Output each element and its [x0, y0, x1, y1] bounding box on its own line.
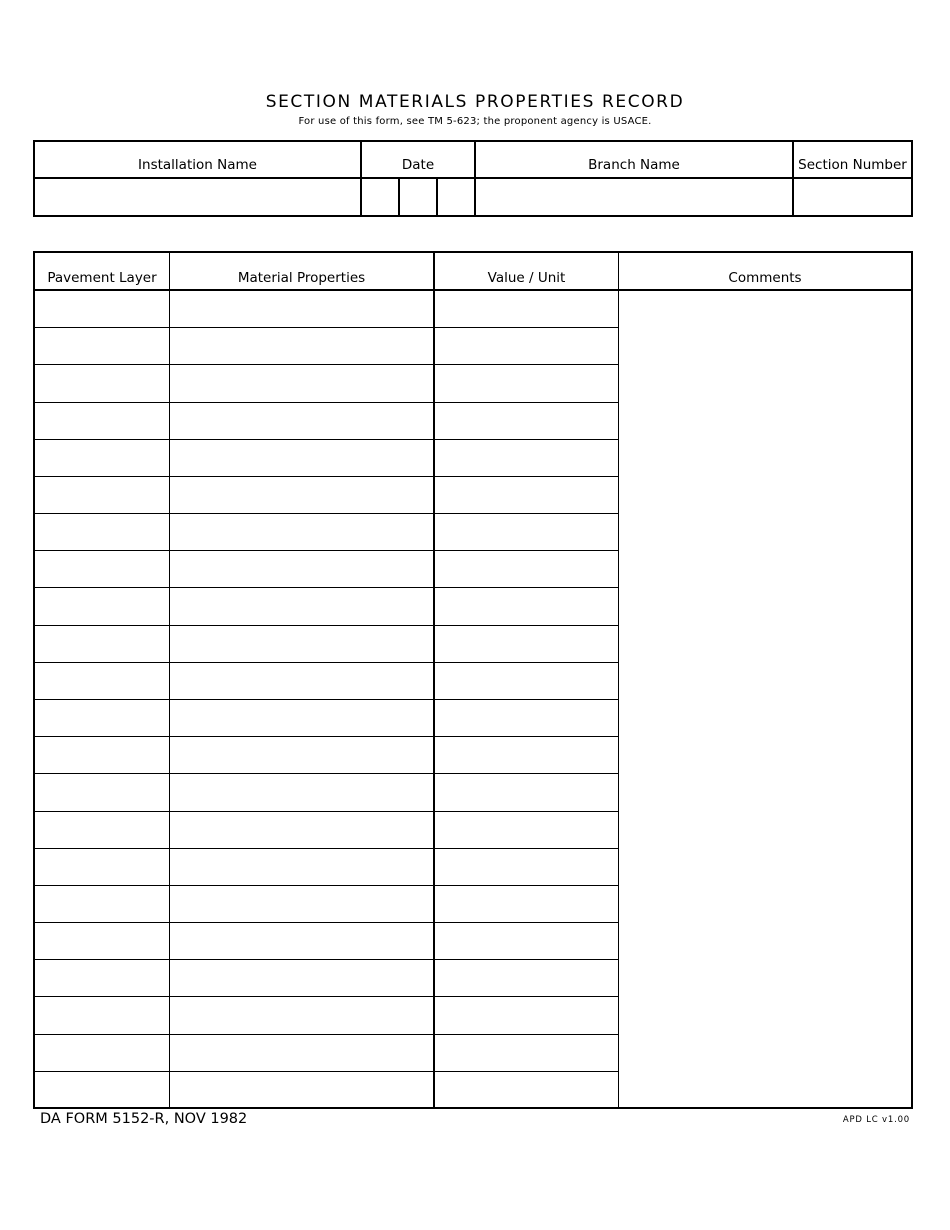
branch-name-field[interactable] — [477, 180, 791, 215]
material-properties-field[interactable] — [171, 627, 432, 661]
divider — [618, 251, 619, 1109]
pavement-layer-field[interactable] — [35, 924, 168, 958]
value-unit-field[interactable] — [436, 1036, 617, 1070]
material-properties-field[interactable] — [171, 1036, 432, 1070]
row-divider — [33, 811, 619, 812]
pavement-layer-field[interactable] — [35, 664, 168, 698]
row-divider — [33, 736, 619, 737]
row-divider — [33, 996, 619, 997]
pavement-layer-field[interactable] — [35, 552, 168, 586]
value-unit-field[interactable] — [436, 775, 617, 809]
material-properties-field[interactable] — [171, 887, 432, 921]
value-unit-field[interactable] — [436, 961, 617, 995]
value-unit-header: Value / Unit — [487, 270, 566, 286]
pavement-layer-field[interactable] — [35, 441, 168, 475]
material-properties-field[interactable] — [171, 924, 432, 958]
row-divider — [33, 550, 619, 551]
material-properties-field[interactable] — [171, 478, 432, 512]
comments-field[interactable] — [620, 292, 910, 1106]
material-properties-field[interactable] — [171, 404, 432, 438]
value-unit-field[interactable] — [436, 292, 617, 326]
row-divider — [33, 364, 619, 365]
material-properties-field[interactable] — [171, 813, 432, 847]
value-unit-field[interactable] — [436, 366, 617, 400]
row-divider — [33, 662, 619, 663]
value-unit-field[interactable] — [436, 552, 617, 586]
row-divider — [33, 1034, 619, 1035]
row-divider — [33, 402, 619, 403]
material-properties-field[interactable] — [171, 1073, 432, 1107]
value-unit-field[interactable] — [436, 589, 617, 623]
pavement-layer-field[interactable] — [35, 1036, 168, 1070]
divider — [474, 140, 476, 217]
branch-name-label: Branch Name — [588, 157, 680, 173]
date-field-3[interactable] — [439, 180, 473, 215]
divider — [433, 251, 435, 1109]
pavement-layer-field[interactable] — [35, 850, 168, 884]
installation-name-field[interactable] — [36, 180, 359, 215]
pavement-layer-field[interactable] — [35, 292, 168, 326]
pavement-layer-field[interactable] — [35, 775, 168, 809]
date-label: Date — [401, 157, 435, 173]
pavement-layer-field[interactable] — [35, 738, 168, 772]
pavement-layer-field[interactable] — [35, 366, 168, 400]
row-divider — [33, 959, 619, 960]
section-number-label: Section Number — [798, 157, 907, 173]
pavement-layer-field[interactable] — [35, 478, 168, 512]
value-unit-field[interactable] — [436, 924, 617, 958]
comments-header: Comments — [728, 270, 802, 286]
material-properties-field[interactable] — [171, 329, 432, 363]
value-unit-field[interactable] — [436, 850, 617, 884]
pavement-layer-field[interactable] — [35, 887, 168, 921]
divider — [33, 177, 913, 179]
date-field-2[interactable] — [401, 180, 435, 215]
pavement-layer-field[interactable] — [35, 1073, 168, 1107]
row-divider — [33, 587, 619, 588]
header-divider — [33, 289, 913, 291]
pavement-layer-header: Pavement Layer — [47, 270, 157, 286]
divider — [398, 178, 400, 217]
value-unit-field[interactable] — [436, 478, 617, 512]
material-properties-field[interactable] — [171, 589, 432, 623]
material-properties-field[interactable] — [171, 998, 432, 1032]
pavement-layer-field[interactable] — [35, 701, 168, 735]
pavement-layer-field[interactable] — [35, 515, 168, 549]
material-properties-field[interactable] — [171, 850, 432, 884]
material-properties-field[interactable] — [171, 701, 432, 735]
row-divider — [33, 439, 619, 440]
value-unit-field[interactable] — [436, 404, 617, 438]
material-properties-field[interactable] — [171, 664, 432, 698]
form-number: DA FORM 5152-R, NOV 1982 — [40, 1111, 248, 1127]
material-properties-field[interactable] — [171, 515, 432, 549]
divider — [360, 140, 362, 217]
row-divider — [33, 1071, 619, 1072]
divider — [792, 140, 794, 217]
value-unit-field[interactable] — [436, 664, 617, 698]
form-title: SECTION MATERIALS PROPERTIES RECORD — [265, 92, 685, 112]
material-properties-field[interactable] — [171, 292, 432, 326]
material-properties-header: Material Properties — [237, 270, 366, 286]
material-properties-field[interactable] — [171, 738, 432, 772]
row-divider — [33, 327, 619, 328]
material-properties-field[interactable] — [171, 441, 432, 475]
row-divider — [33, 513, 619, 514]
version-label: APD LC v1.00 — [842, 1115, 910, 1125]
row-divider — [33, 699, 619, 700]
material-properties-field[interactable] — [171, 552, 432, 586]
pavement-layer-field[interactable] — [35, 627, 168, 661]
form-subtitle: For use of this form, see TM 5-623; the proponent agency is USACE. — [298, 116, 652, 127]
installation-name-label: Installation Name — [138, 157, 257, 173]
value-unit-field[interactable] — [436, 998, 617, 1032]
pavement-layer-field[interactable] — [35, 589, 168, 623]
row-divider — [33, 922, 619, 923]
divider — [169, 251, 170, 1109]
row-divider — [33, 625, 619, 626]
value-unit-field[interactable] — [436, 813, 617, 847]
value-unit-field[interactable] — [436, 627, 617, 661]
value-unit-field[interactable] — [436, 887, 617, 921]
material-properties-field[interactable] — [171, 775, 432, 809]
pavement-layer-field[interactable] — [35, 961, 168, 995]
value-unit-field[interactable] — [436, 441, 617, 475]
value-unit-field[interactable] — [436, 701, 617, 735]
value-unit-field[interactable] — [436, 1073, 617, 1107]
value-unit-field[interactable] — [436, 738, 617, 772]
value-unit-field[interactable] — [436, 515, 617, 549]
section-number-field[interactable] — [795, 180, 910, 215]
row-divider — [33, 476, 619, 477]
row-divider — [33, 773, 619, 774]
pavement-layer-field[interactable] — [35, 404, 168, 438]
value-unit-field[interactable] — [436, 329, 617, 363]
divider — [436, 178, 438, 217]
material-properties-field[interactable] — [171, 961, 432, 995]
pavement-layer-field[interactable] — [35, 998, 168, 1032]
date-field-1[interactable] — [363, 180, 397, 215]
pavement-layer-field[interactable] — [35, 329, 168, 363]
row-divider — [33, 848, 619, 849]
pavement-layer-field[interactable] — [35, 813, 168, 847]
material-properties-field[interactable] — [171, 366, 432, 400]
row-divider — [33, 885, 619, 886]
